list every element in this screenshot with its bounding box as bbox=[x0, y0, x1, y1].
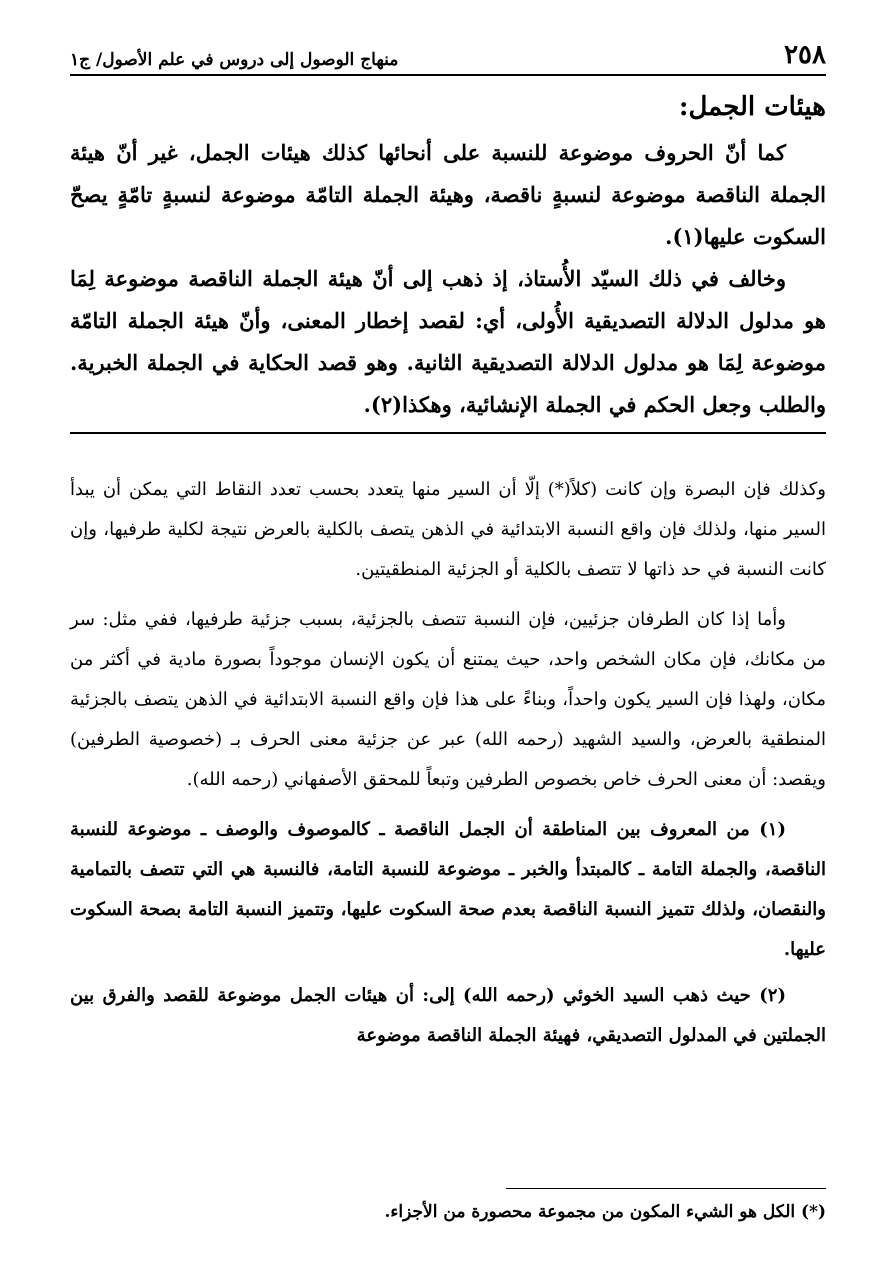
main-text bbox=[70, 92, 826, 434]
star-note: (*) الكل هو الشيء المكون من مجموعة محصورة من الأجزاء. bbox=[384, 1202, 826, 1222]
page-number: ٢٥٨ bbox=[784, 40, 826, 70]
main-paragraph: كما أنّ الحروف موضوعة للنسبة على أنحائها كذلك هيئات الجمل، غير أنّ هيئة الجملة الناقصة موضوعة لنسبةٍ ناقصة، وهيئة الجملة التامّة موضوعة لنسبةٍ تامّةٍ يصحّ السكوت عليها(١). bbox=[70, 140, 826, 249]
main-paragraph: وخالف في ذلك السيّد الأُستاذ، إذ ذهب إلى أنّ هيئة الجملة الناقصة موضوعة لِمَا هو مدلول الدلالة التصديقية الأُولى، أي: لقصد إخطار المعنى، وأنّ هيئة الجملة التامّة موضوعة لِمَا هو مدلول الدلالة التصديقية الثانية. وهو قصد الحكاية في الجملة الخبرية. والطلب وجعل الحكم في الجملة الإنشائية، وهكذا(٢). bbox=[70, 266, 826, 417]
text-divider bbox=[70, 432, 826, 434]
continuation-paragraph: وأما إذا كان الطرفان جزئيين، فإن النسبة تتصف بالجزئية، بسبب جزئية طرفيها، ففي مثل: سر من مكانك، فإن مكان الشخص واحد، حيث يمتنع أن يكون الإنسان موجوداً بصورة مادية في أكثر من مكان، ولهذا فإن السير يكون واحداً، وبناءً على هذا فإن واقع النسبة الابتدائية في الذهن يتصف بالجزئية المنطقية بالعرض، والسيد الشهيد (رحمه الله) عبر عن جزئية معنى الحرف بـ (خصوصية الطرفين) ويقصد: أن معنى الحرف خاص بخصوص الطرفين وتبعاً للمحقق الأصفهاني (رحمه الله). bbox=[70, 609, 826, 790]
page-header bbox=[70, 30, 826, 76]
footnote-text bbox=[70, 470, 826, 1062]
footnote-divider bbox=[506, 1188, 826, 1189]
continuation-paragraph: وكذلك فإن البصرة وإن كانت (كلاً(*) إلّا أن السير منها يتعدد بحسب تعدد النقاط التي يمكن أن يبدأ السير منها، ولذلك فإن واقع النسبة الابتدائية في الذهن يتصف بالكلية بالعرض نتيجة لكلية طرفيها، وإن كانت النسبة في حد ذاتها لا تتصف بالكلية أو الجزئية المنطقيتين. bbox=[70, 479, 826, 580]
section-title: هيئات الجمل: bbox=[678, 92, 826, 122]
footnote: (١) من المعروف بين المناطقة أن الجمل الناقصة ـ كالموصوف والوصف ـ موضوعة للنسبة الناقصة، والجملة التامة ـ كالمبتدأ والخبر ـ موضوعة للنسبة التامة، فالنسبة هي التي تتصف بالتمامية والنقصان، ولذلك تتميز النسبة الناقصة بعدم صحة السكوت عليها، وتتميز النسبة التامة بصحة السكوت عليها. bbox=[70, 819, 826, 960]
footnote: (٢) حيث ذهب السيد الخوئي (رحمه الله) إلى: أن هيئات الجمل موضوعة للقصد والفرق بين الجملتين في المدلول التصديقي، فهيئة الجملة الناقصة موضوعة bbox=[70, 985, 826, 1046]
running-title: منهاج الوصول إلى دروس في علم الأصول/ ج١ bbox=[70, 50, 399, 70]
